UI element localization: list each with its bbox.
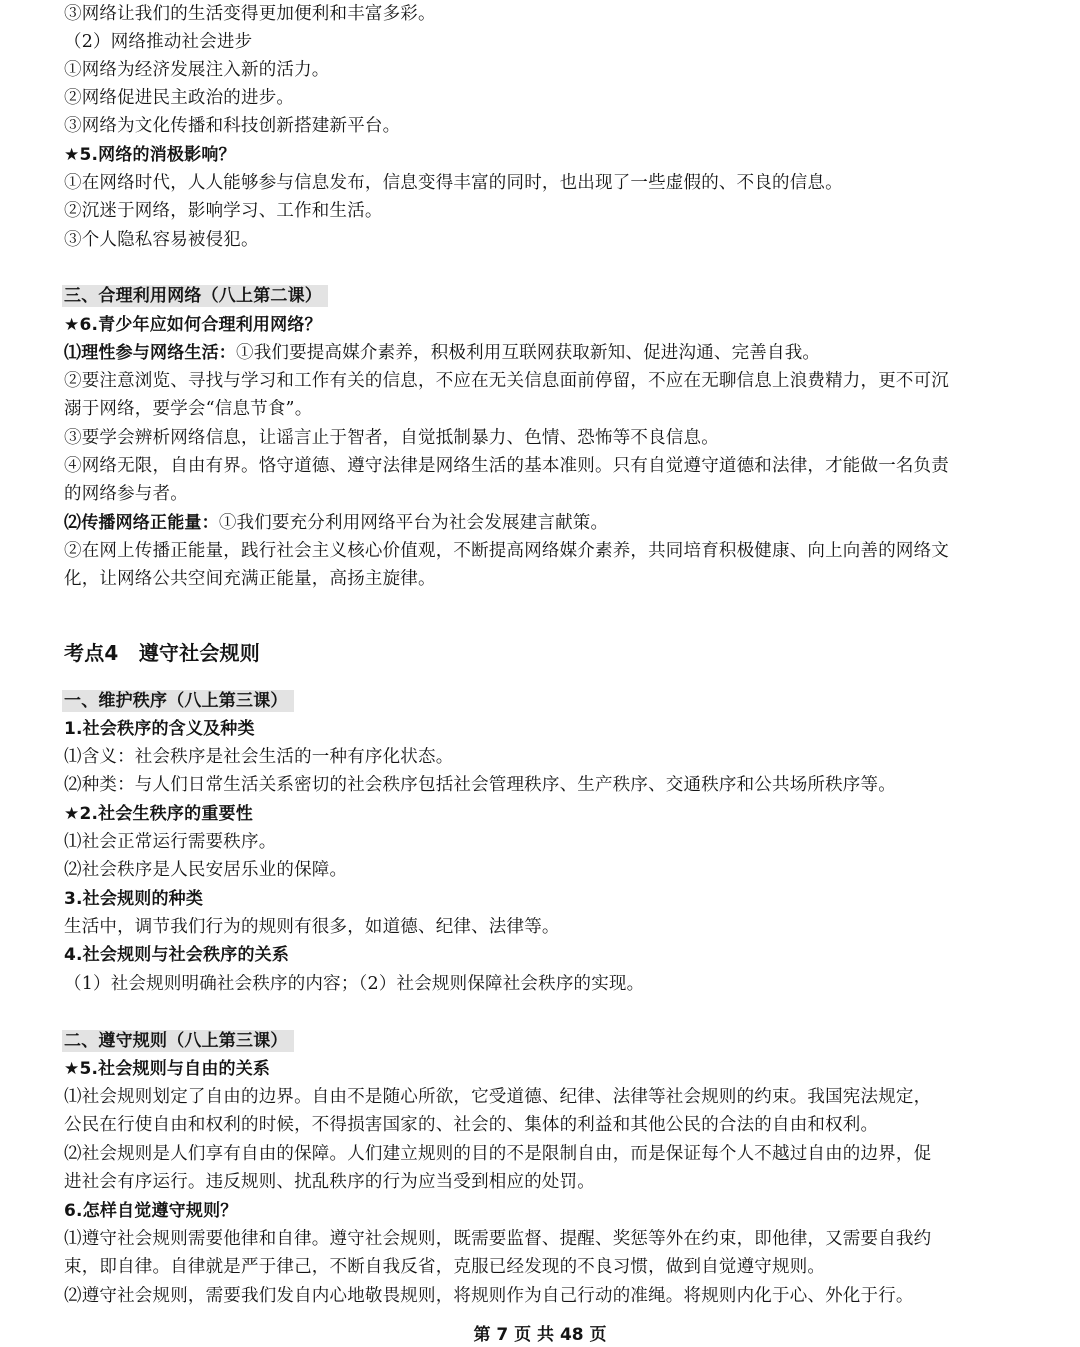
text-line: 公民在行使自由和权利的时候，不得损害国家的、社会的、集体的利益和其他公民的合法的自由和权利。: [64, 1115, 879, 1135]
text-line: ②要注意浏览、寻找与学习和工作有关的信息，不应在无关信息面前停留，不应在无聊信息上浪费精力，更不可沉: [64, 371, 949, 391]
text-line: [64, 511, 608, 535]
section-heading: [64, 284, 328, 308]
section-heading-text: 三、合理利用网络（八上第二课）: [62, 285, 328, 307]
text-line: ⑵遵守社会规则，需要我们发自内心地敬畏规则，将规则作为自己行动的准绳。将规则内化于心、外化于行。: [64, 1286, 914, 1306]
text-line: 溺于网络，要学会“信息节食”。: [64, 399, 313, 419]
text-line: ③要学会辨析网络信息，让谣言止于智者，自觉抵制暴力、色情、恐怖等不良信息。: [64, 428, 719, 448]
page-number: 第 7 页 共 48 页: [473, 1325, 607, 1345]
text-line: 进社会有序运行。违反规则、扰乱秩序的行为应当受到相应的处罚。: [64, 1172, 595, 1192]
question-heading: ★6.青少年应如何合理利用网络？: [64, 315, 322, 335]
text-line: ②网络促进民主政治的进步。: [64, 88, 295, 108]
text-line: （1）社会规则明确社会秩序的内容；（2）社会规则保障社会秩序的实现。: [64, 974, 645, 994]
text-line: ⑴社会规则划定了自由的边界。自由不是随心所欲，它受道德、纪律、法律等社会规则的约束。我国宪法规定，: [64, 1087, 932, 1107]
text-line: 化，让网络公共空间充满正能量，高扬主旋律。: [64, 569, 436, 589]
text-line: ③网络为文化传播和科技创新搭建新平台。: [64, 116, 401, 136]
question-heading: ★5.网络的消极影响？: [64, 145, 236, 165]
section-heading-text: 一、维护秩序（八上第三课）: [62, 690, 294, 712]
point-label: ⑵传播网络正能量：: [64, 513, 219, 533]
text-line: ④网络无限，自由有界。恪守道德、遵守法律是网络生活的基本准则。只有自觉遵守道德和法律，才能做一名负责: [64, 456, 949, 476]
point-label: ⑴理性参与网络生活：: [64, 343, 236, 363]
text-line: ⑵种类：与人们日常生活关系密切的社会秩序包括社会管理秩序、生产秩序、交通秩序和公共场所秩序等。: [64, 775, 896, 795]
text-line: ③个人隐私容易被侵犯。: [64, 230, 259, 250]
question-heading: 4.社会规则与社会秩序的关系: [64, 945, 290, 965]
text-line: ⑴社会正常运行需要秩序。: [64, 832, 277, 852]
section-heading: [64, 689, 294, 713]
text-line: 的网络参与者。: [64, 484, 188, 504]
subheading-line: （2）网络推动社会进步: [64, 32, 253, 52]
topic-title: 考点4 遵守社会规则: [64, 641, 260, 665]
text-line: ⑴含义：社会秩序是社会生活的一种有序化状态。: [64, 747, 454, 767]
text-line: ⑵社会规则是人们享有自由的保障。人们建立规则的目的不是限制自由，而是保证每个人不越过自由的边界，促: [64, 1144, 932, 1164]
text-line: ②沉迷于网络，影响学习、工作和生活。: [64, 201, 383, 221]
section-heading-text: 二、遵守规则（八上第三课）: [62, 1030, 294, 1052]
section-heading: [64, 1029, 294, 1053]
text-line: ①网络为经济发展注入新的活力。: [64, 60, 330, 80]
question-heading: ★5.社会规则与自由的关系: [64, 1059, 271, 1079]
text-line: 束，即自律。自律就是严于律己，不断自我反省，克服已经发现的不良习惯，做到自觉遵守规则。: [64, 1257, 826, 1277]
text-line: ③网络让我们的生活变得更加便利和丰富多彩。: [64, 4, 436, 24]
text-line: [64, 341, 820, 365]
text-line: ①在网络时代，人人能够参与信息发布，信息变得丰富的同时，也出现了一些虚假的、不良的信息。: [64, 173, 843, 193]
point-text: ①我们要充分利用网络平台为社会发展建言献策。: [218, 513, 609, 533]
text-line: 生活中，调节我们行为的规则有很多，如道德、纪律、法律等。: [64, 917, 560, 937]
text-line: ②在网上传播正能量，践行社会主义核心价值观，不断提高网络媒介素养，共同培育积极健康、向上向善的网络文: [64, 541, 949, 561]
question-heading: 1.社会秩序的含义及种类: [64, 719, 255, 739]
text-line: ⑴遵守社会规则需要他律和自律。遵守社会规则，既需要监督、提醒、奖惩等外在约束，即他律，又需要自我约: [64, 1229, 932, 1249]
question-heading: 3.社会规则的种类: [64, 889, 204, 909]
point-text: ①我们要提高媒介素养，积极利用互联网获取新知、促进沟通、完善自我。: [236, 343, 821, 363]
question-heading: ★2.社会生秩序的重要性: [64, 804, 253, 824]
question-heading: 6.怎样自觉遵守规则？: [64, 1201, 238, 1221]
text-line: ⑵社会秩序是人民安居乐业的保障。: [64, 860, 348, 880]
